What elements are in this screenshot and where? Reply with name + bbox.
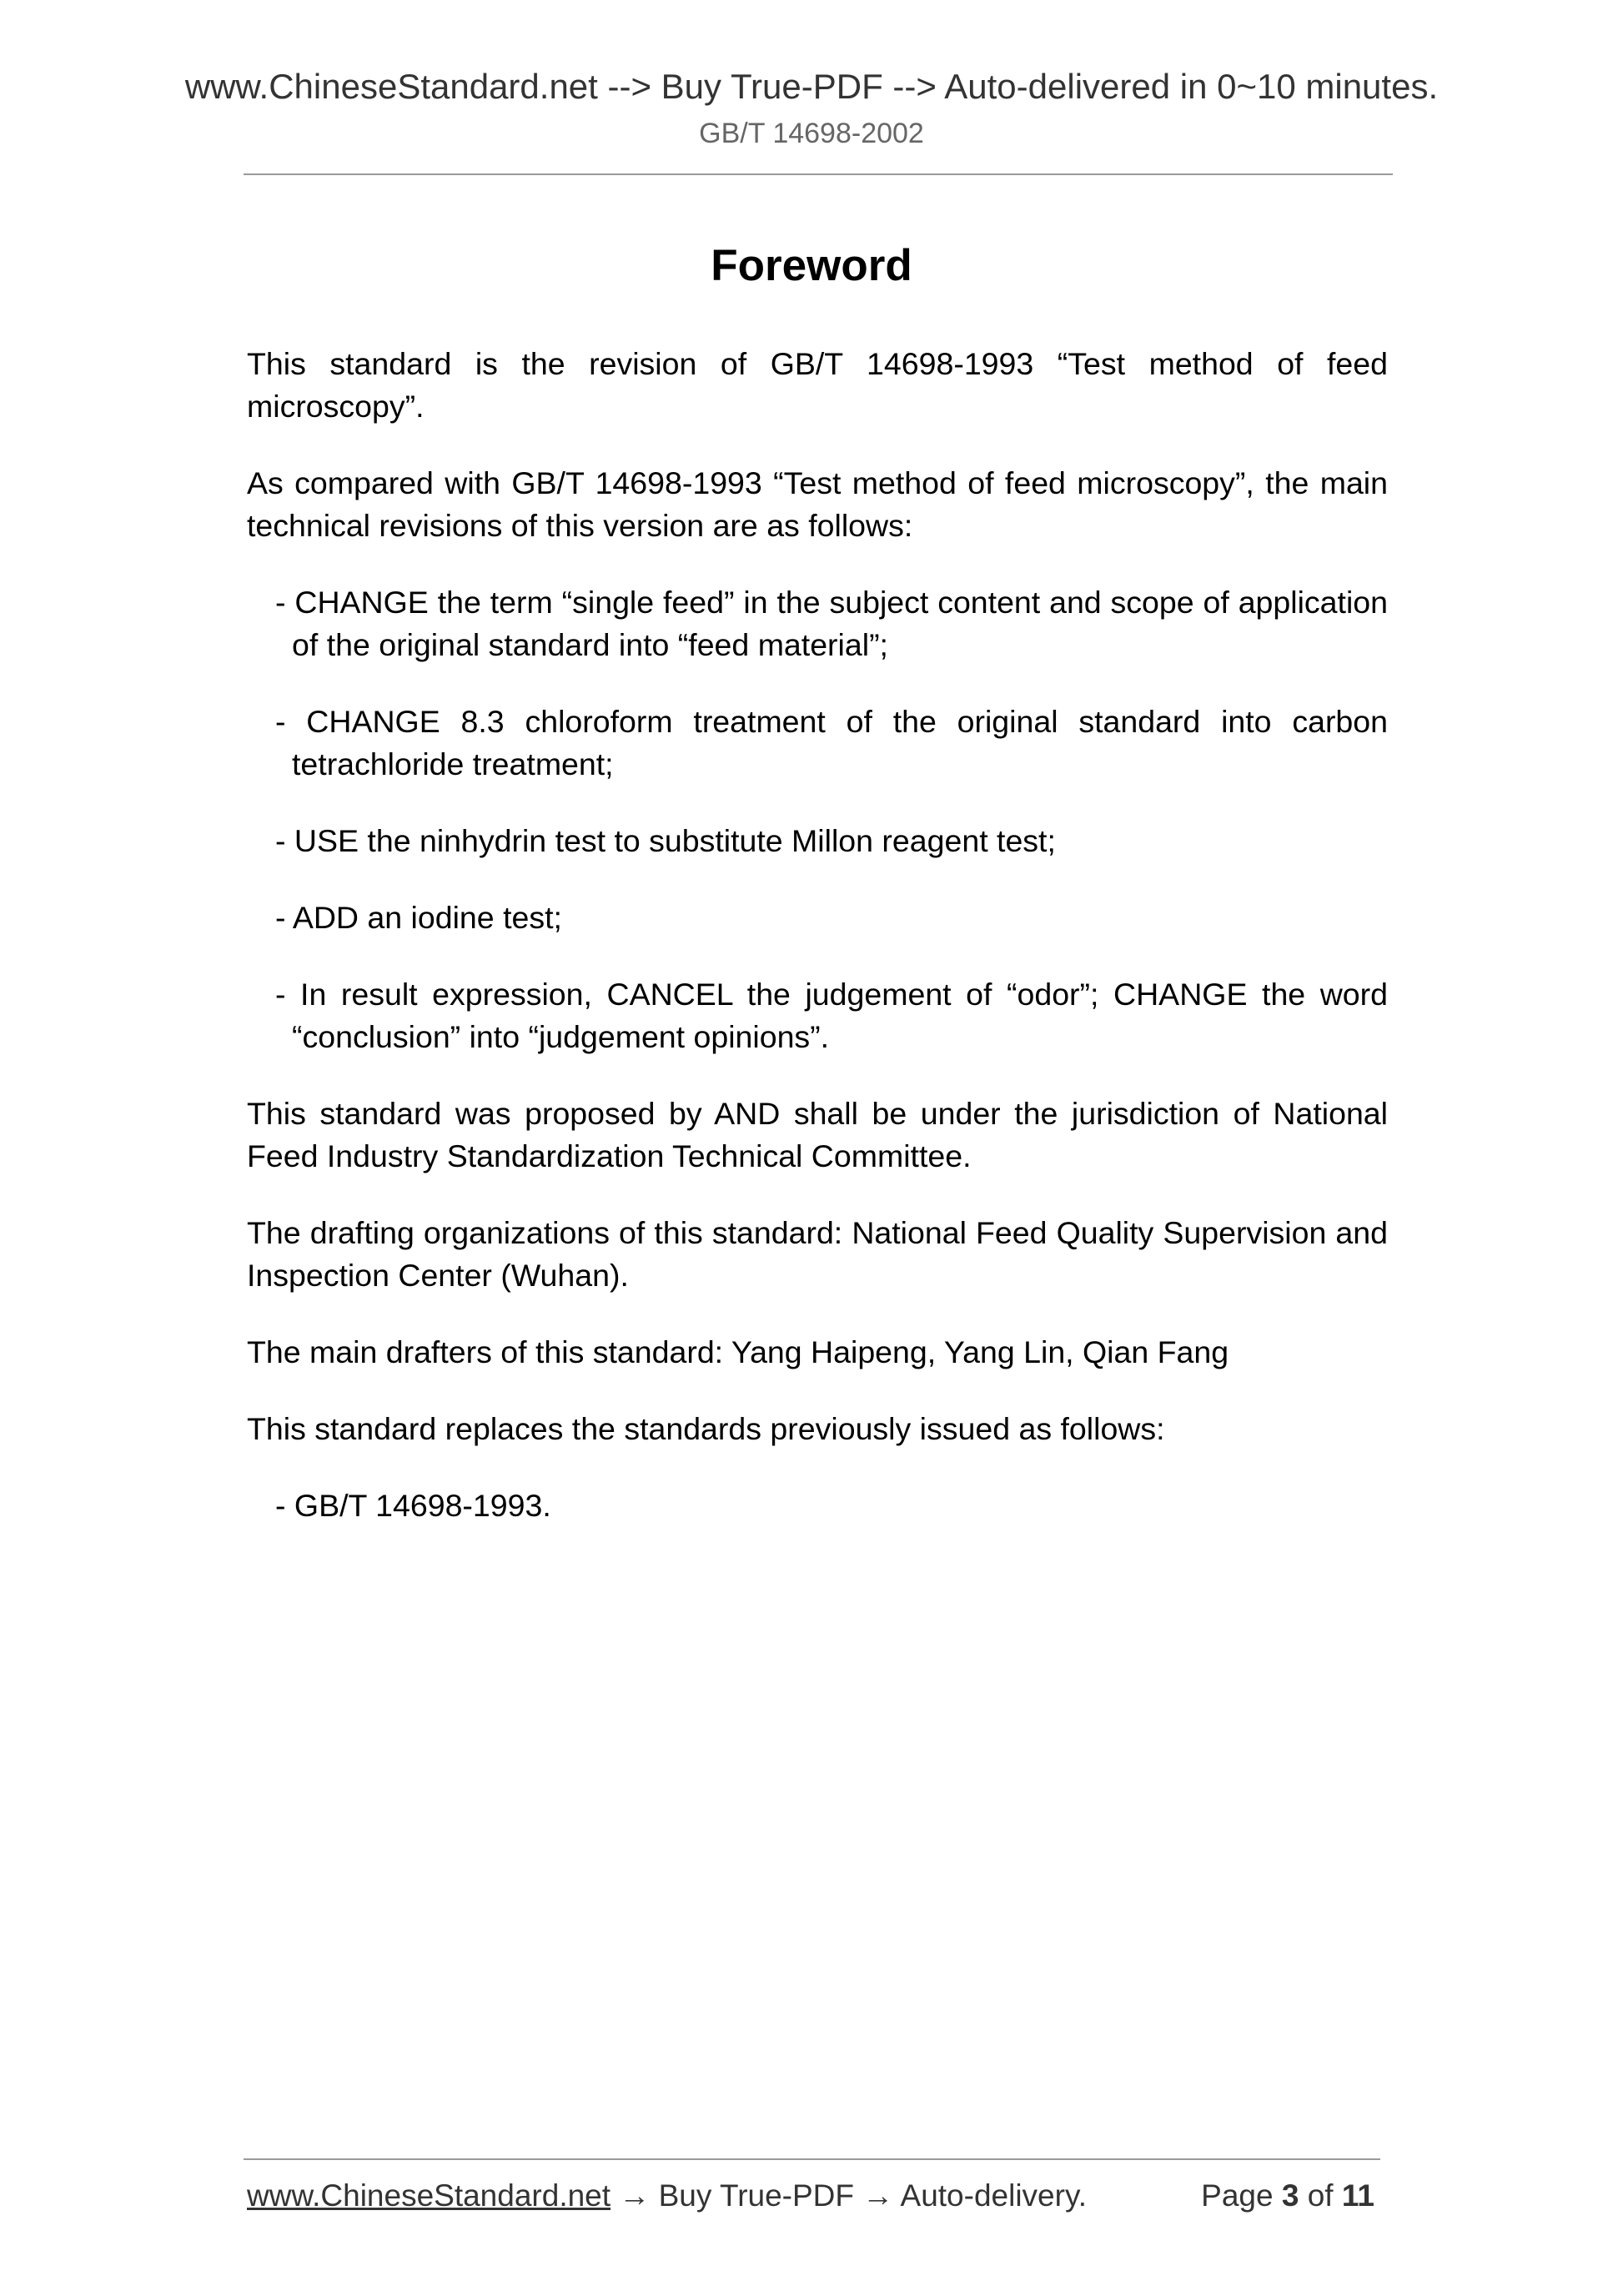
bullet-item: - USE the ninhydrin test to substitute Millon reagent test; (275, 823, 1056, 858)
document-id: GB/T 14698-2002 (699, 118, 924, 149)
header-banner: www.ChineseStandard.net --> Buy True-PDF --> Auto-delivered in 0~10 minutes. (184, 67, 1439, 106)
page-of: of (1299, 2178, 1342, 2213)
bullet-item: - In result expression, CANCEL the judgement of “odor”; CHANGE the word “conclusion” into “judgement opinions”. (275, 977, 1388, 1054)
paragraph: This standard replaces the standards previously issued as follows: (247, 1411, 1165, 1446)
page-title: Foreword (711, 241, 912, 290)
bullet-item: - CHANGE 8.3 chloroform treatment of the original standard into carbon tetrachloride treatment; (275, 704, 1388, 781)
total-pages: 11 (1341, 2178, 1374, 2213)
page-prefix: Page (1201, 2178, 1282, 2213)
header-divider (244, 173, 1393, 175)
current-page: 3 (1281, 2178, 1299, 2213)
bullet-item: - GB/T 14698-1993. (275, 1488, 551, 1523)
footer-divider (244, 2158, 1380, 2160)
paragraph: This standard is the revision of GB/T 14698-1993 “Test method of feed microscopy”. (247, 346, 1388, 424)
footer-link[interactable]: www.ChineseStandard.net (247, 2178, 611, 2213)
paragraph: The drafting organizations of this standard: National Feed Quality Supervision and Inspection Center (Wuhan). (247, 1215, 1388, 1293)
bullet-item: - CHANGE the term “single feed” in the subject content and scope of application of the original standard into “feed material”; (275, 585, 1388, 662)
foreword-body (247, 343, 1388, 1561)
footer-text (247, 2178, 1087, 2213)
paragraph: As compared with GB/T 14698-1993 “Test method of feed microscopy”, the main technical revisions of this version are as follows: (247, 465, 1388, 543)
paragraph: The main drafters of this standard: Yang Haipeng, Yang Lin, Qian Fang (247, 1334, 1229, 1369)
page-number (1201, 2178, 1374, 2213)
bullet-item: - ADD an iodine test; (275, 900, 562, 935)
paragraph: This standard was proposed by AND shall be under the jurisdiction of National Feed Industry Standardization Technical Committee. (247, 1096, 1388, 1173)
footer-tagline: → Buy True-PDF → Auto-delivery. (611, 2178, 1087, 2213)
